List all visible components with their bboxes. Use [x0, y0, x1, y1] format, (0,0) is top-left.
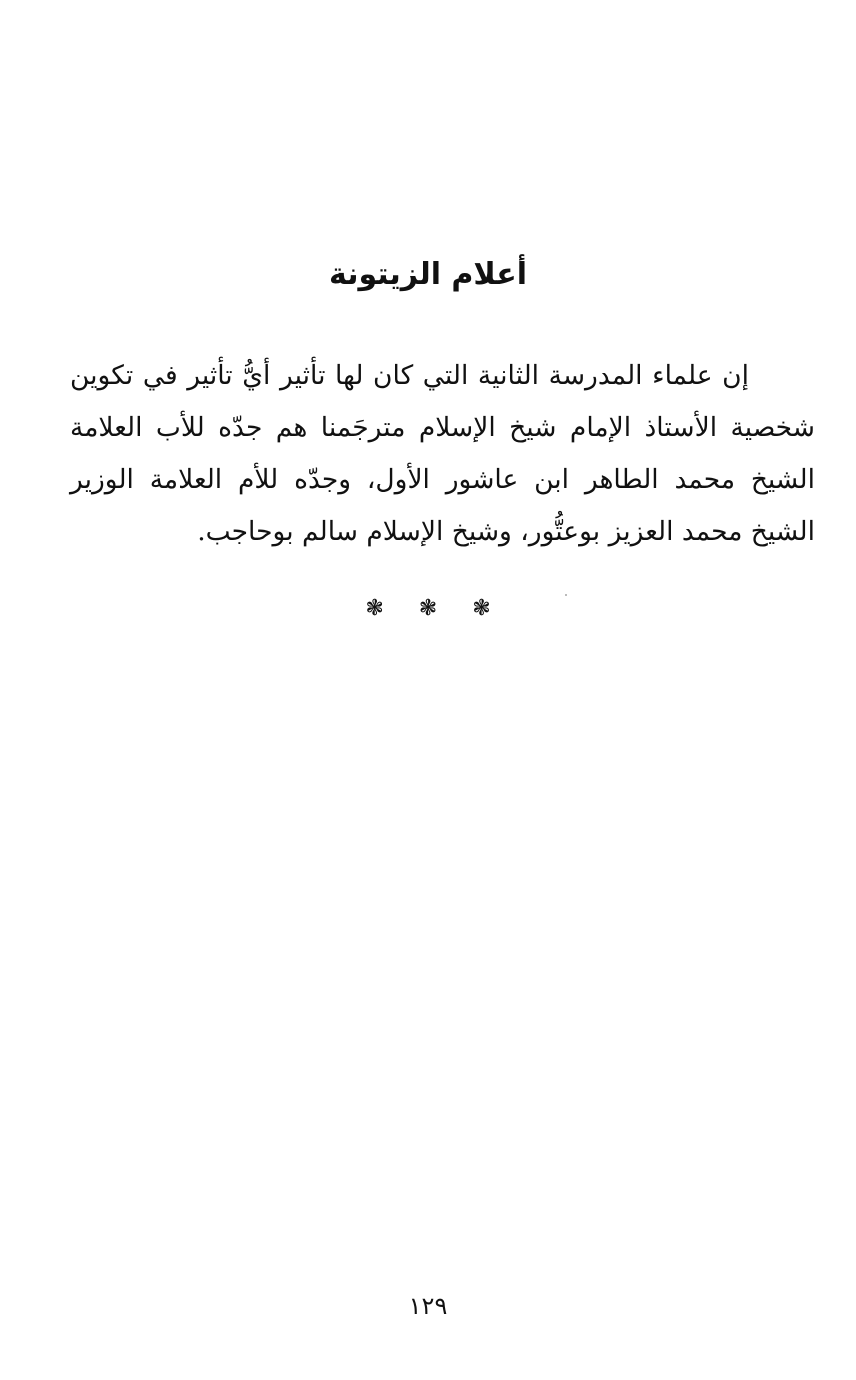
section-title: أعلام الزيتونة	[329, 257, 527, 292]
flower-ornament-icon: ❃	[472, 596, 491, 621]
body-paragraph	[70, 350, 815, 558]
page-number: ١٢٩	[408, 1292, 448, 1320]
paragraph-line: شخصية الأستاذ الإمام شيخ الإسلام مترجَمنا هم جدّه للأب العلامة	[70, 412, 815, 443]
paragraph-line: إن علماء المدرسة الثانية التي كان لها تأثير أيُّ تأثير في تكوين	[70, 360, 749, 391]
paragraph-line: الشيخ محمد الطاهر ابن عاشور الأول، وجدّه للأم العلامة الوزير	[70, 464, 815, 495]
section-separator	[0, 596, 856, 621]
paragraph-line: الشيخ محمد العزيز بوعتُّور، وشيخ الإسلام سالم بوحاجب.	[197, 516, 815, 547]
flower-ornament-icon: ❃	[365, 596, 384, 621]
flower-ornament-icon: ❃	[418, 596, 438, 621]
